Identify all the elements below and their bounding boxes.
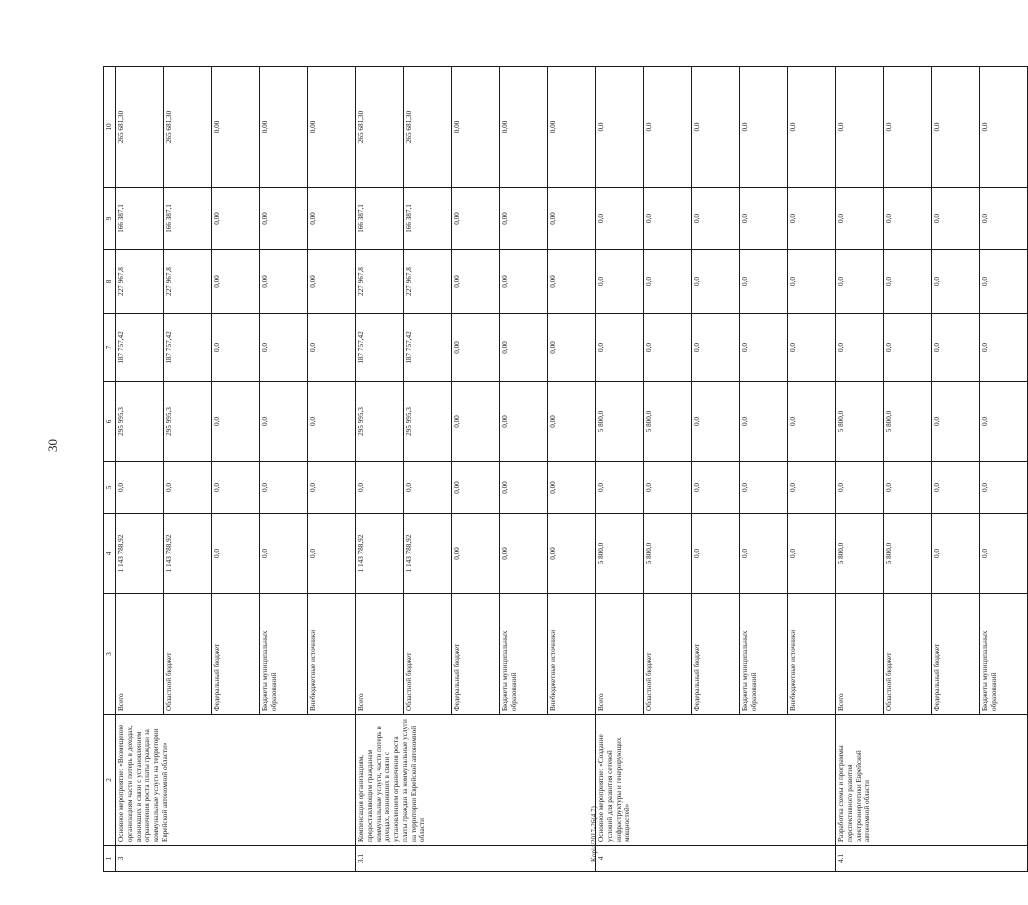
amount-cell: 5 800,0: [644, 514, 692, 594]
column-header-5: 5: [104, 462, 116, 514]
table-row: [836, 67, 884, 872]
amount-cell: 0,0: [788, 462, 836, 514]
amount-cell: 227 967,8: [404, 250, 452, 314]
funding-source: Областной бюджет: [404, 594, 452, 715]
amount-cell: 0,0: [980, 314, 1028, 382]
amount-cell: 0,0: [308, 462, 356, 514]
amount-cell: 0,0: [980, 462, 1028, 514]
amount-cell: 0,0: [980, 382, 1028, 462]
funding-source: Федеральный бюджет: [692, 594, 740, 715]
amount-cell: 0,0: [980, 250, 1028, 314]
amount-cell: 0,0: [788, 67, 836, 188]
amount-cell: 0,00: [548, 514, 596, 594]
amount-cell: 227 967,8: [356, 250, 404, 314]
amount-cell: 1 143 788,92: [404, 514, 452, 594]
table-row: [116, 67, 164, 872]
page-number: 30: [45, 439, 60, 452]
amount-cell: 0,00: [260, 67, 308, 188]
amount-cell: 0,0: [644, 67, 692, 188]
amount-cell: 0,00: [500, 382, 548, 462]
amount-cell: 0,0: [788, 314, 836, 382]
amount-cell: 0,0: [980, 188, 1028, 250]
row-number: 4.1: [836, 846, 1028, 872]
amount-cell: 0,00: [548, 462, 596, 514]
column-header-10: 10: [104, 67, 116, 188]
amount-cell: 0,00: [548, 382, 596, 462]
amount-cell: 0,0: [932, 188, 980, 250]
amount-cell: 166 387,1: [404, 188, 452, 250]
amount-cell: 0,0: [692, 314, 740, 382]
amount-cell: 0,0: [836, 188, 884, 250]
amount-cell: 0,00: [548, 67, 596, 188]
amount-cell: 295 995,3: [404, 382, 452, 462]
amount-cell: 1 143 788,92: [356, 514, 404, 594]
amount-cell: 0,0: [932, 250, 980, 314]
amount-cell: 0,00: [308, 188, 356, 250]
amount-cell: 0,0: [788, 250, 836, 314]
row-number: 3.1: [356, 846, 596, 872]
amount-cell: 0,0: [164, 462, 212, 514]
amount-cell: 0,0: [404, 462, 452, 514]
amount-cell: 0,00: [548, 188, 596, 250]
amount-cell: 227 967,8: [116, 250, 164, 314]
amount-cell: 166 387,1: [116, 188, 164, 250]
amount-cell: 0,00: [500, 514, 548, 594]
amount-cell: 265 681,30: [356, 67, 404, 188]
amount-cell: 0,00: [500, 462, 548, 514]
amount-cell: 0,0: [644, 314, 692, 382]
amount-cell: 0,00: [452, 314, 500, 382]
column-header-2: 2: [104, 715, 116, 846]
amount-cell: 0,00: [500, 250, 548, 314]
funding-source: Областной бюджет: [644, 594, 692, 715]
amount-cell: 5 800,0: [884, 382, 932, 462]
column-header-7: 7: [104, 314, 116, 382]
amount-cell: 0,0: [884, 462, 932, 514]
amount-cell: 166 387,1: [164, 188, 212, 250]
amount-cell: 0,0: [932, 382, 980, 462]
amount-cell: 0,0: [260, 462, 308, 514]
amount-cell: 0,0: [212, 314, 260, 382]
column-header-9: 9: [104, 188, 116, 250]
funding-source: Всего: [836, 594, 884, 715]
amount-cell: 0,0: [788, 514, 836, 594]
amount-cell: 0,0: [644, 188, 692, 250]
amount-cell: 0,0: [884, 188, 932, 250]
funding-source: Областной бюджет: [164, 594, 212, 715]
amount-cell: 0,00: [452, 250, 500, 314]
amount-cell: 5 800,0: [836, 514, 884, 594]
amount-cell: 5 800,0: [884, 514, 932, 594]
amount-cell: 0,0: [884, 250, 932, 314]
amount-cell: 0,0: [308, 314, 356, 382]
amount-cell: 0,0: [212, 382, 260, 462]
amount-cell: 5 800,0: [644, 382, 692, 462]
column-header-1: 1: [104, 846, 116, 872]
funding-source: Внебюджетные источники: [308, 594, 356, 715]
row-number: 3: [116, 846, 356, 872]
amount-cell: 0,0: [740, 188, 788, 250]
funding-source: Бюджеты муниципальных образований: [740, 594, 788, 715]
funding-source: Бюджеты муниципальных образований: [260, 594, 308, 715]
amount-cell: 0,0: [932, 67, 980, 188]
amount-cell: 0,0: [836, 67, 884, 188]
amount-cell: 0,0: [836, 314, 884, 382]
funding-source: Федеральный бюджет: [212, 594, 260, 715]
header-row: [104, 67, 116, 872]
amount-cell: 0,00: [212, 67, 260, 188]
amount-cell: 166 387,1: [356, 188, 404, 250]
amount-cell: 0,00: [260, 250, 308, 314]
amount-cell: 0,0: [884, 67, 932, 188]
funding-source: Областной бюджет: [884, 594, 932, 715]
budget-table-container: [103, 66, 1028, 872]
amount-cell: 187 757,42: [356, 314, 404, 382]
amount-cell: 187 757,42: [404, 314, 452, 382]
amount-cell: 1 143 788,92: [164, 514, 212, 594]
amount-cell: 0,00: [452, 382, 500, 462]
amount-cell: 0,0: [260, 382, 308, 462]
amount-cell: 0,00: [452, 514, 500, 594]
amount-cell: 5 800,0: [596, 514, 644, 594]
amount-cell: 0,0: [836, 462, 884, 514]
amount-cell: 0,00: [548, 314, 596, 382]
amount-cell: 0,0: [260, 514, 308, 594]
amount-cell: 5 800,0: [836, 382, 884, 462]
amount-cell: 0,00: [260, 188, 308, 250]
amount-cell: 0,0: [740, 250, 788, 314]
funding-source: Всего: [356, 594, 404, 715]
amount-cell: 0,0: [308, 514, 356, 594]
amount-cell: 0,0: [740, 462, 788, 514]
amount-cell: 0,00: [452, 462, 500, 514]
amount-cell: 0,0: [932, 314, 980, 382]
amount-cell: 0,0: [692, 188, 740, 250]
amount-cell: 0,0: [596, 462, 644, 514]
funding-source: Внебюджетные источники: [788, 594, 836, 715]
amount-cell: 0,0: [932, 462, 980, 514]
amount-cell: 0,00: [308, 250, 356, 314]
amount-cell: 0,0: [356, 462, 404, 514]
amount-cell: 0,0: [116, 462, 164, 514]
amount-cell: 0,0: [884, 314, 932, 382]
activity-name: Основное мероприятие: «Возмещение организациям части потерь в доходах, возникших в связи с установлением ограничения роста платы граждан за коммунальные услуги на территории Еврейской автономной области»: [116, 715, 356, 846]
activity-name: Основное мероприятие: «Создание условий для развития сетевой инфраструктуры и генерирующих мощностей»: [596, 715, 836, 846]
column-header-8: 8: [104, 250, 116, 314]
amount-cell: 0,00: [500, 314, 548, 382]
amount-cell: 227 967,8: [164, 250, 212, 314]
amount-cell: 0,0: [308, 382, 356, 462]
amount-cell: 265 681,30: [116, 67, 164, 188]
amount-cell: 0,00: [548, 250, 596, 314]
amount-cell: 265 681,30: [164, 67, 212, 188]
amount-cell: 1 143 788,92: [116, 514, 164, 594]
amount-cell: 0,0: [212, 462, 260, 514]
amount-cell: 0,0: [932, 514, 980, 594]
amount-cell: 295 995,3: [164, 382, 212, 462]
funding-source: Бюджеты муниципальных образований: [980, 594, 1028, 715]
funding-source: Всего: [116, 594, 164, 715]
column-header-6: 6: [104, 382, 116, 462]
amount-cell: 0,0: [980, 514, 1028, 594]
activity-name: Компенсация организациям, предоставляющим гражданам коммунальные услуги, части потерь в доходах, возникших в связи с установлением ограничения роста платы граждан за коммунальные услуги на территории Еврейской автономной области: [356, 715, 596, 846]
amount-cell: 0,0: [740, 514, 788, 594]
amount-cell: 295 995,3: [356, 382, 404, 462]
funding-source: Федеральный бюджет: [932, 594, 980, 715]
amount-cell: 0,00: [452, 188, 500, 250]
amount-cell: 0,0: [596, 188, 644, 250]
amount-cell: 0,00: [452, 67, 500, 188]
amount-cell: 0,0: [836, 250, 884, 314]
amount-cell: 0,0: [692, 67, 740, 188]
amount-cell: 0,0: [260, 314, 308, 382]
amount-cell: 0,0: [596, 250, 644, 314]
amount-cell: 0,0: [788, 382, 836, 462]
funding-source: Федеральный бюджет: [452, 594, 500, 715]
amount-cell: 0,0: [212, 514, 260, 594]
amount-cell: 0,00: [500, 188, 548, 250]
row-number: 4: [596, 846, 836, 872]
funding-source: Всего: [596, 594, 644, 715]
funding-source: Внебюджетные источники: [548, 594, 596, 715]
amount-cell: 0,00: [212, 188, 260, 250]
amount-cell: 187 757,42: [116, 314, 164, 382]
budget-table: [103, 66, 1028, 872]
amount-cell: 0,0: [644, 462, 692, 514]
amount-cell: 0,00: [500, 67, 548, 188]
amount-cell: 0,0: [980, 67, 1028, 188]
column-header-4: 4: [104, 514, 116, 594]
amount-cell: 0,0: [788, 188, 836, 250]
amount-cell: 0,00: [308, 67, 356, 188]
amount-cell: 0,0: [692, 382, 740, 462]
activity-name: Разработка схемы и программы перспективного развития электроэнергетики Еврейской автономной области: [836, 715, 1028, 846]
amount-cell: 0,0: [740, 67, 788, 188]
amount-cell: 0,0: [596, 314, 644, 382]
amount-cell: 295 995,3: [116, 382, 164, 462]
amount-cell: 0,0: [692, 250, 740, 314]
amount-cell: 0,0: [692, 514, 740, 594]
amount-cell: 5 800,0: [596, 382, 644, 462]
funding-source: Бюджеты муниципальных образований: [500, 594, 548, 715]
amount-cell: 0,0: [740, 314, 788, 382]
amount-cell: 0,00: [212, 250, 260, 314]
amount-cell: 0,0: [644, 250, 692, 314]
table-row: [596, 67, 644, 872]
amount-cell: 0,0: [692, 462, 740, 514]
amount-cell: 265 681,30: [404, 67, 452, 188]
amount-cell: 0,0: [740, 382, 788, 462]
amount-cell: 0,0: [596, 67, 644, 188]
amount-cell: 187 757,42: [164, 314, 212, 382]
footer-code: Kopia/2017-26(4,7): [590, 806, 598, 862]
column-header-3: 3: [104, 594, 116, 715]
table-row: [356, 67, 404, 872]
table-body: [116, 67, 1028, 872]
